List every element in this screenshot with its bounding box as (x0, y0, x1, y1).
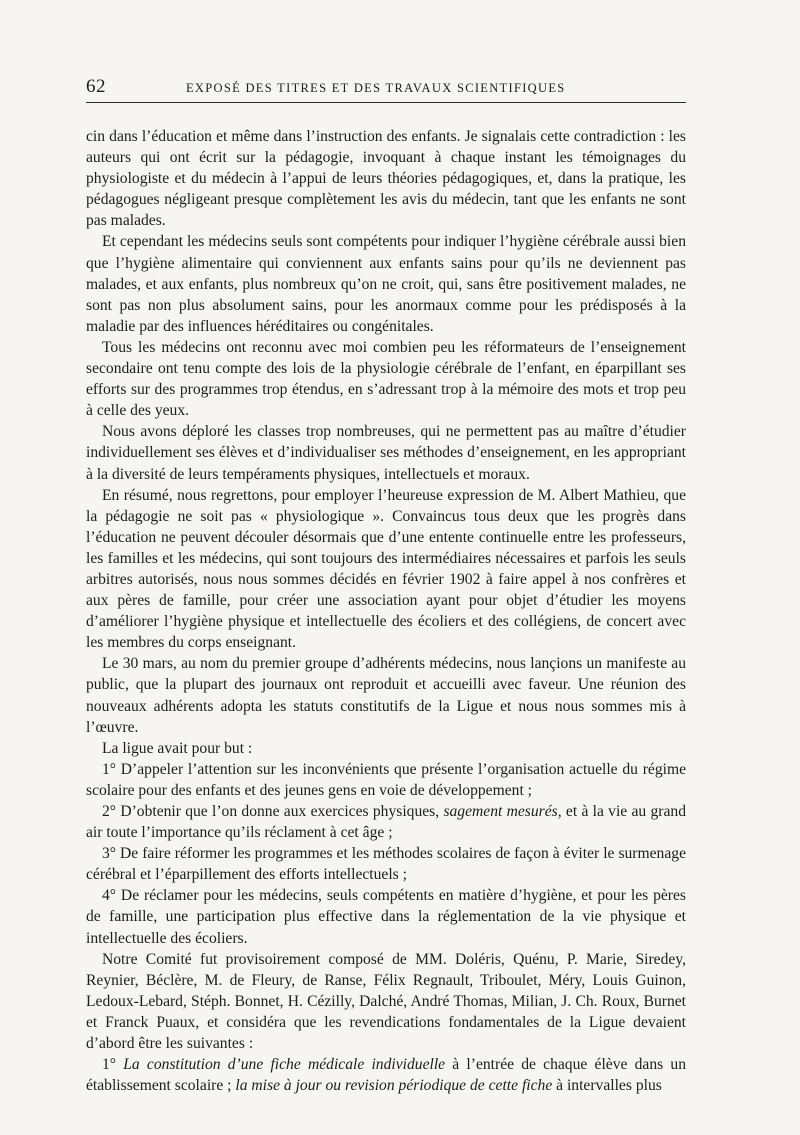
list-item-2-end: et à la vie au grand air toute l’importance qu’ils réclament à cet âge ; (86, 803, 687, 842)
list-item-3: 3° De faire réformer les programmes et les méthodes scolaires de façon à éviter le surmenage cérébral et l’éparpillement des efforts intellectuels ; (86, 845, 686, 884)
paragraph-hygiene: Et cependant les médecins seuls sont compétents pour indiquer l’hygiène cérébrale aussi bien que l’hygiène alimentaire qui conviennent aux enfants sains pour qu’ils ne deviennent pas malades, et aux enfants, plus nombreux qu’on ne croit, qui, sans être positivement malades, ne sont pas non plus absolument sains, pour les anormaux comme pour les prédisposés à la maladie par des influences héréditaires ou congénitales. (86, 233, 686, 335)
revendication-1-middle: à l’entrée de chaque élève dans un établissement scolaire ; (86, 1056, 687, 1095)
running-title: EXPOSÉ DES TITRES ET DES TRAVAUX SCIENTIFIQUES (186, 81, 566, 95)
paragraph-comite: Notre Comité fut provisoirement composé de MM. Doléris, Quénu, P. Marie, Siredey, Reynier, Béclère, M. de Fleury, de Ranse, Félix Regnault, Triboulet, Méry, Louis Guinon, Ledoux-Lebard, Stéph. Bonnet, H. Cézilly, Dalché, André Thomas, Milian, J. Ch. Roux, Burnet et Franck Puaux, et considéra que les revendications fondamentales de la Ligue devaient d’abord être les suivantes : (86, 950, 686, 1053)
list-item-2-start: 2° D’obtenir que l’on donne aux exercices physiques, (102, 803, 444, 820)
list-item-1: 1° D’appeler l’attention sur les inconvénients que présente l’organisation actuelle du régime scolaire pour des enfants et des jeunes gens en voie de développement ; (86, 760, 686, 799)
page-number: 62 (86, 76, 106, 97)
emphasis-fiche-medicale: La constitution d’une fiche médicale individuelle (123, 1056, 446, 1074)
body-text (86, 126, 686, 1096)
revendication-1-number: 1° (102, 1056, 124, 1074)
running-header (86, 76, 686, 103)
list-item-4: 4° De réclamer pour les médecins, seuls compétents en matière d’hygiène, et pour les pères de famille, une participation plus effective dans la réglementation de la vie physique et intellectuelle des écoliers. (86, 887, 686, 947)
paragraph-continuation: cin dans l’éducation et même dans l’instruction des enfants. Je signalais cette contradiction : les auteurs qui ont écrit sur la pédagogie, invoquant à chaque instant les témoignages du physiologiste et du médecin à l’appui de leurs théories pédagogiques, et, dans la pratique, les pédagogues négligeant presque complètement les avis du médecin, tant que les enfants ne sont pas malades. (86, 128, 686, 230)
paragraph-ligue-but: La ligue avait pour but : (102, 739, 253, 757)
list-item-2 (86, 801, 686, 843)
revendication-1 (86, 1054, 686, 1096)
paragraph-manifeste: Le 30 mars, au nom du premier groupe d’adhérents médecins, nous lançions un manifeste au public, que la plupart des journaux ont reproduit et accueilli avec faveur. Une réunion des nouveaux adhérents adopta les statuts constitutifs de la Ligue et nous nous sommes mis à l’œuvre. (86, 655, 686, 736)
emphasis-sagement: sagement mesurés, (443, 803, 562, 820)
revendication-1-end: à intervalles plus (552, 1077, 662, 1095)
paragraph-reformateurs: Tous les médecins ont reconnu avec moi combien peu les réformateurs de l’enseignement secondaire ont tenu compte des lois de la physiologie cérébrale de l’enfant, en éparpillant ses efforts sur des programmes trop étendus, en s’adressant trop à la mémoire des mots et trop peu à celle des yeux. (86, 338, 686, 420)
paragraph-classes: Nous avons déploré les classes trop nombreuses, qui ne permettent pas au maître d’étudier individuellement ses élèves et d’individualiser ses méthodes d’enseignement, en les appropriant à la diversité de leurs tempéraments physiques, intellectuels et moraux. (86, 423, 686, 483)
emphasis-mise-a-jour: la mise à jour ou revision périodique de cette fiche (235, 1077, 553, 1095)
paragraph-resume: En résumé, nous regrettons, pour employer l’heureuse expression de M. Albert Mathieu, que la pédagogie ne soit pas « physiologique ». Convaincus tous deux que les progrès dans l’éducation ne peuvent découler désormais que d’une entente continuelle entre les professeurs, les familles et les médecins, qui sont toujours des intermédiaires nécessaires et parfois les seuls arbitres autorisés, nous nous sommes décidés en février 1902 à faire appel à nos confrères et aux pères de famille, pour créer une association ayant pour objet d’étudier les moyens d’améliorer l’hygiène physique et intellectuelle des écoliers et des collégiens, de concert avec les membres du corps enseignant. (86, 486, 686, 652)
